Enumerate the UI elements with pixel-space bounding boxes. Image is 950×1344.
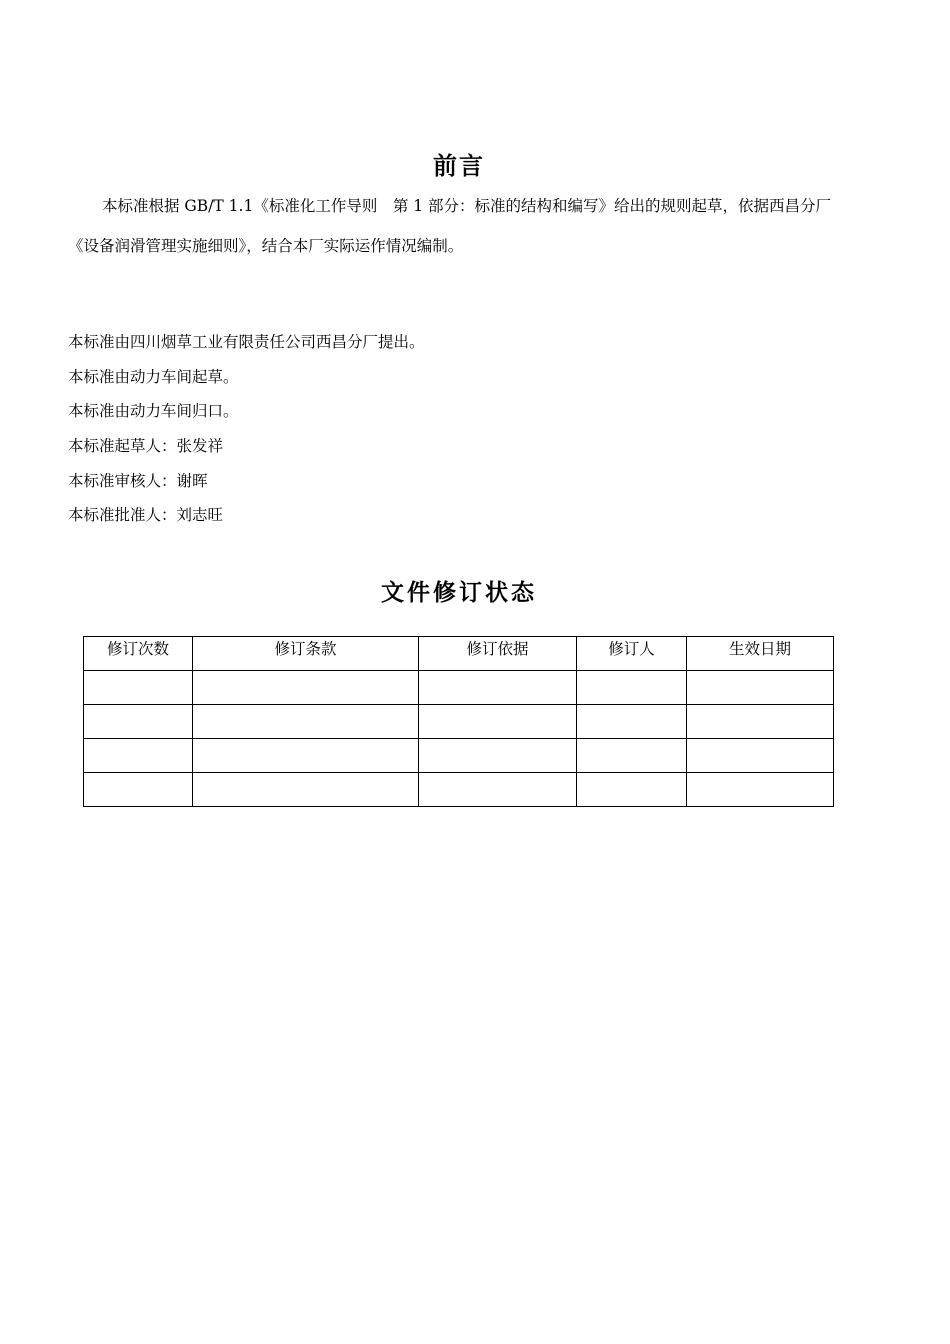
table-row xyxy=(84,705,834,739)
table-cell xyxy=(687,773,834,807)
preface-title: 前言 xyxy=(433,151,485,180)
header-revision-basis: 修订依据 xyxy=(419,637,577,671)
table-cell xyxy=(193,773,419,807)
table-cell xyxy=(419,705,577,739)
info-line-drafter: 本标准起草人：张发祥 xyxy=(68,437,224,455)
table-cell xyxy=(577,739,687,773)
table-cell xyxy=(84,773,193,807)
header-effective-date: 生效日期 xyxy=(687,637,834,671)
table-row xyxy=(84,739,834,773)
table-cell xyxy=(419,671,577,705)
table-cell xyxy=(577,773,687,807)
table-cell xyxy=(687,705,834,739)
table-row xyxy=(84,773,834,807)
preface-intro: 本标准根据 GB/T 1.1《标准化工作导则 第 1 部分：标准的结构和编写》给出的规则起草，依据西昌分厂《设备润滑管理实施细则》，结合本厂实际运作情况编制。 xyxy=(68,197,832,255)
table-cell xyxy=(84,671,193,705)
table-cell xyxy=(193,705,419,739)
header-reviser: 修订人 xyxy=(577,637,687,671)
revision-status-title: 文件修订状态 xyxy=(381,579,537,606)
info-line-responsible-unit: 本标准由动力车间归口。 xyxy=(68,402,239,420)
table-cell xyxy=(419,773,577,807)
table-header-row xyxy=(84,637,834,671)
table-cell xyxy=(193,739,419,773)
info-line-drafting-unit: 本标准由动力车间起草。 xyxy=(68,368,239,386)
header-revision-count: 修订次数 xyxy=(84,637,193,671)
table-cell xyxy=(577,705,687,739)
table-cell xyxy=(84,705,193,739)
table-cell xyxy=(687,739,834,773)
revision-status-table xyxy=(83,636,834,807)
table-cell xyxy=(419,739,577,773)
table-cell xyxy=(193,671,419,705)
table-cell xyxy=(687,671,834,705)
info-line-approver: 本标准批准人：刘志旺 xyxy=(68,506,224,524)
header-revision-clause: 修订条款 xyxy=(193,637,419,671)
info-line-reviewer: 本标准审核人：谢晖 xyxy=(68,472,208,490)
table-cell xyxy=(84,739,193,773)
table-row xyxy=(84,671,834,705)
table-cell xyxy=(577,671,687,705)
info-line-proposer: 本标准由四川烟草工业有限责任公司西昌分厂提出。 xyxy=(68,333,425,351)
